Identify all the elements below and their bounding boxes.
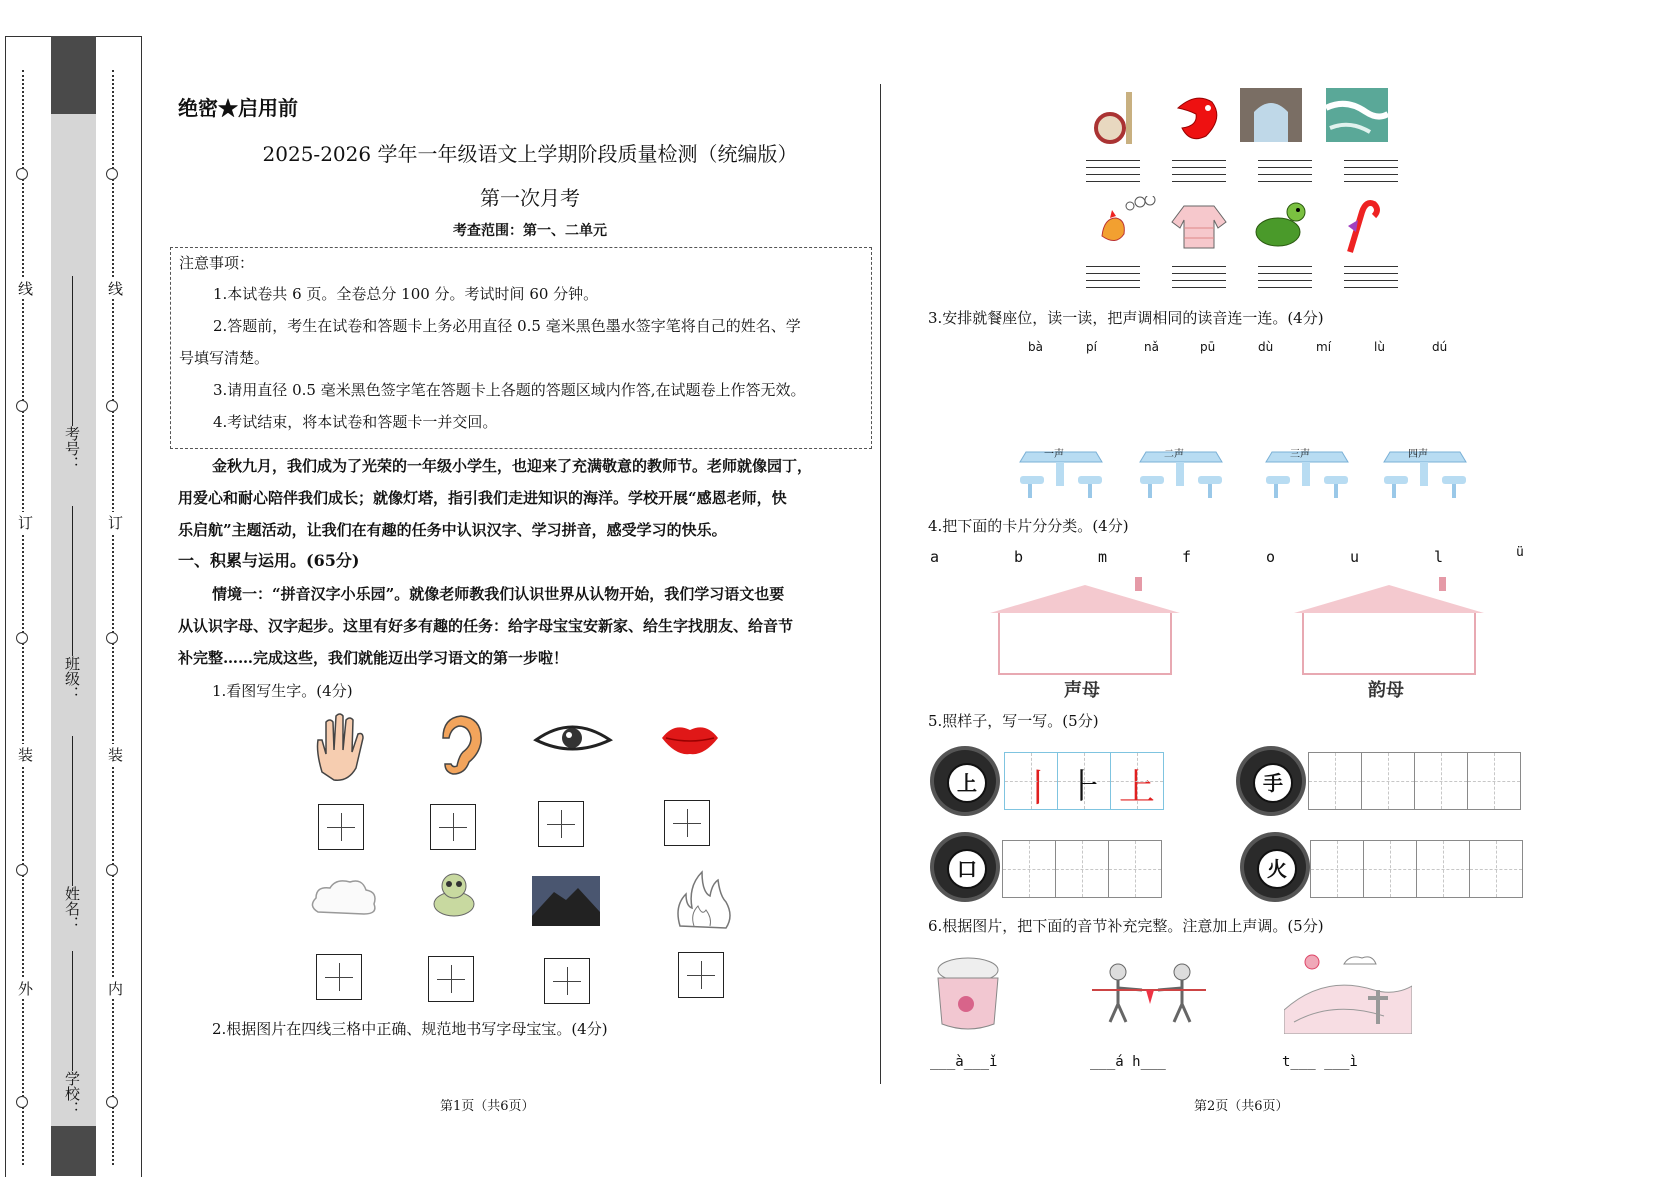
char-badge-kou: 口 — [934, 836, 996, 898]
intro-line: 用爱心和耐心陪伴我们成长；就像灯塔，指引我们走进知识的海洋。学校开展“感恩老师，快 — [178, 489, 787, 507]
four-line-grid[interactable] — [1086, 160, 1140, 182]
intro-line: 金秋九月，我们成为了光荣的一年级小学生，也迎来了充满敬意的教师节。老师就像园丁， — [212, 457, 813, 475]
four-line-grid[interactable] — [1258, 160, 1312, 182]
answer-grid[interactable] — [430, 804, 476, 850]
sweater-picture — [1170, 200, 1228, 252]
pinyin-option[interactable]: bà — [1028, 340, 1043, 354]
section-heading: 一、积累与运用。(65分) — [178, 551, 360, 570]
exam-number-field[interactable]: 考号： — [62, 270, 83, 471]
binding-circle — [16, 864, 28, 876]
question-2: 2.根据图片在四线三格中正确、规范地书写字母宝宝。(4分) — [212, 1020, 608, 1038]
binding-char: 外 — [15, 978, 36, 999]
syllable-blank[interactable]: ___à___ǐ — [930, 1054, 998, 1070]
finals-house[interactable] — [1294, 585, 1484, 675]
pinyin-option[interactable]: mí — [1316, 340, 1332, 354]
binding-char: 装 — [105, 744, 126, 765]
table-label: 一声 — [1044, 449, 1064, 460]
four-line-grid[interactable] — [1344, 160, 1398, 182]
page-divider — [880, 84, 881, 1084]
hand-picture — [308, 712, 370, 782]
binding-char: 装 — [15, 744, 36, 765]
rooster-bubbles-picture — [1096, 196, 1156, 250]
question-6: 6.根据图片，把下面的音节补充完整。注意加上声调。(5分) — [928, 917, 1324, 935]
scenario-line: 情境一：“拼音汉字小乐园”。就像老师教我们认识世界从认物开始，我们学习语文也要 — [212, 585, 785, 603]
binding-circle — [16, 168, 28, 180]
answer-grid[interactable] — [538, 801, 584, 847]
writing-cells[interactable] — [1308, 752, 1521, 808]
four-line-grid[interactable] — [1086, 266, 1140, 288]
answer-grid[interactable] — [316, 954, 362, 1000]
notice-heading: 注意事项： — [179, 254, 255, 272]
notice-item: 号填写清楚。 — [179, 349, 270, 367]
binding-char: 内 — [105, 978, 126, 999]
inner-dotted-line — [112, 70, 114, 1165]
char-badge-shou: 手 — [1240, 750, 1302, 812]
letter-card[interactable]: o — [1266, 548, 1276, 566]
initials-house[interactable] — [990, 585, 1180, 675]
binding-char: 线 — [15, 278, 36, 299]
candy-cane-picture — [1336, 196, 1382, 256]
pinyin-option[interactable]: lù — [1374, 340, 1385, 354]
pinyin-option[interactable]: dù — [1258, 340, 1274, 354]
mountain-picture — [532, 876, 600, 926]
insect-picture — [428, 870, 480, 920]
binding-circle — [16, 400, 28, 412]
letter-card[interactable]: f — [1182, 548, 1192, 566]
answer-grid[interactable] — [678, 952, 724, 998]
char-badge-huo: 火 — [1244, 836, 1306, 898]
exam-scope: 考查范围：第一、二单元 — [453, 223, 607, 239]
pinyin-option[interactable]: nǎ — [1144, 340, 1159, 354]
binding-circle — [106, 864, 118, 876]
letter-card[interactable]: a — [930, 548, 940, 566]
outer-dotted-line — [22, 70, 24, 1165]
letter-card[interactable]: l — [1434, 548, 1444, 566]
gate-picture — [1240, 88, 1302, 142]
eye-picture — [532, 718, 614, 758]
four-line-grid[interactable] — [1258, 266, 1312, 288]
field-scene-picture — [1284, 950, 1412, 1034]
intro-paragraph — [178, 450, 878, 546]
scenario-paragraph — [178, 578, 878, 674]
scenario-line: 补完整……完成这些，我们就能迈出学习语文的第一步啦！ — [178, 649, 569, 667]
footer-page-left: 第1页（共6页） — [440, 1099, 535, 1114]
letter-card[interactable]: ü — [1516, 545, 1524, 560]
binding-dark-top — [51, 36, 96, 114]
tug-of-war-picture — [1088, 960, 1210, 1026]
binding-char: 线 — [105, 278, 126, 299]
finals-label: 韵母 — [1368, 680, 1404, 701]
four-line-grid[interactable] — [1172, 266, 1226, 288]
question-3: 3.安排就餐座位，读一读，把声调相同的读音连一连。(4分) — [928, 309, 1324, 327]
answer-grid[interactable] — [664, 800, 710, 846]
binding-circle — [106, 168, 118, 180]
fire-picture — [672, 866, 736, 932]
example-writing-cells: 丨 ⺊ 上 — [1004, 752, 1164, 808]
intro-line: 乐启航”主题活动，让我们在有趣的任务中认识汉字、学习拼音，感受学习的快乐。 — [178, 521, 727, 539]
pinyin-option[interactable]: pí — [1086, 340, 1097, 354]
notice-item: 3.请用直径 0.5 毫米黑色签字笔在答题卡上各题的答题区域内作答,在试题卷上作答无效。 — [213, 381, 806, 399]
drum-letter-d-picture — [1092, 88, 1146, 148]
pinyin-option[interactable]: pū — [1200, 340, 1216, 354]
question-5: 5.照样子，写一写。(5分) — [928, 712, 1099, 730]
turtle-picture — [1250, 198, 1308, 252]
dining-table-tone3[interactable] — [1262, 436, 1352, 504]
fish-letter-picture — [1168, 88, 1226, 146]
syllable-blank[interactable]: ___á h___ — [1090, 1054, 1166, 1070]
initials-label: 声母 — [1064, 680, 1100, 701]
notice-item: 1.本试卷共 6 页。全卷总分 100 分。考试时间 60 分钟。 — [213, 285, 599, 303]
binding-circle — [16, 632, 28, 644]
page-title: 2025-2026 学年一年级语文上学期阶段质量检测（统编版） — [262, 142, 798, 166]
binding-char: 订 — [105, 512, 126, 533]
notice-item: 4.考试结束，将本试卷和答题卡一并交回。 — [213, 413, 498, 431]
school-field[interactable]: 学校： — [62, 945, 83, 1116]
rice-bag-picture — [930, 954, 1006, 1032]
table-label: 四声 — [1408, 449, 1428, 460]
binding-circle — [106, 1096, 118, 1108]
secret-mark: 绝密★启用前 — [178, 96, 298, 120]
notice-box — [170, 247, 872, 449]
table-label: 二声 — [1164, 449, 1184, 460]
writing-cells[interactable] — [1310, 840, 1523, 896]
four-line-grid[interactable] — [1172, 160, 1226, 182]
answer-grid[interactable] — [318, 804, 364, 850]
footer-page-right: 第2页（共6页） — [1194, 1099, 1289, 1114]
page-subtitle: 第一次月考 — [480, 186, 580, 210]
class-field[interactable]: 班级： — [62, 500, 83, 701]
ear-picture — [435, 712, 487, 778]
dining-table-tone2[interactable] — [1136, 436, 1226, 504]
river-picture — [1326, 88, 1388, 142]
question-4: 4.把下面的卡片分分类。(4分) — [928, 517, 1129, 535]
dining-table-tone1[interactable] — [1016, 436, 1106, 504]
four-line-grid[interactable] — [1344, 266, 1398, 288]
binding-circle — [16, 1096, 28, 1108]
binding-char: 订 — [15, 512, 36, 533]
writing-cells[interactable] — [1002, 840, 1162, 896]
letter-card[interactable]: b — [1014, 548, 1024, 566]
dining-table-tone4[interactable] — [1380, 436, 1470, 504]
char-badge-shang: 上 — [934, 750, 996, 812]
answer-grid[interactable] — [428, 956, 474, 1002]
binding-circle — [106, 400, 118, 412]
binding-circle — [106, 632, 118, 644]
question-1: 1.看图写生字。(4分) — [212, 682, 353, 700]
letter-card[interactable]: u — [1350, 548, 1360, 566]
scenario-line: 从认识字母、汉字起步。这里有好多有趣的任务：给字母宝宝安新家、给生字找朋友、给音节 — [178, 617, 794, 635]
lips-picture — [660, 722, 720, 756]
notice-item: 2.答题前，考生在试卷和答题卡上务必用直径 0.5 毫米黑色墨水签字笔将自己的姓名、学 — [213, 317, 801, 335]
name-field[interactable]: 姓名： — [62, 730, 83, 931]
letter-card[interactable]: m — [1098, 548, 1108, 566]
table-label: 三声 — [1290, 449, 1310, 460]
pinyin-option[interactable]: dú — [1432, 340, 1448, 354]
syllable-blank[interactable]: t___ ___ì — [1282, 1054, 1358, 1070]
cloud-picture — [308, 876, 380, 920]
answer-grid[interactable] — [544, 958, 590, 1004]
